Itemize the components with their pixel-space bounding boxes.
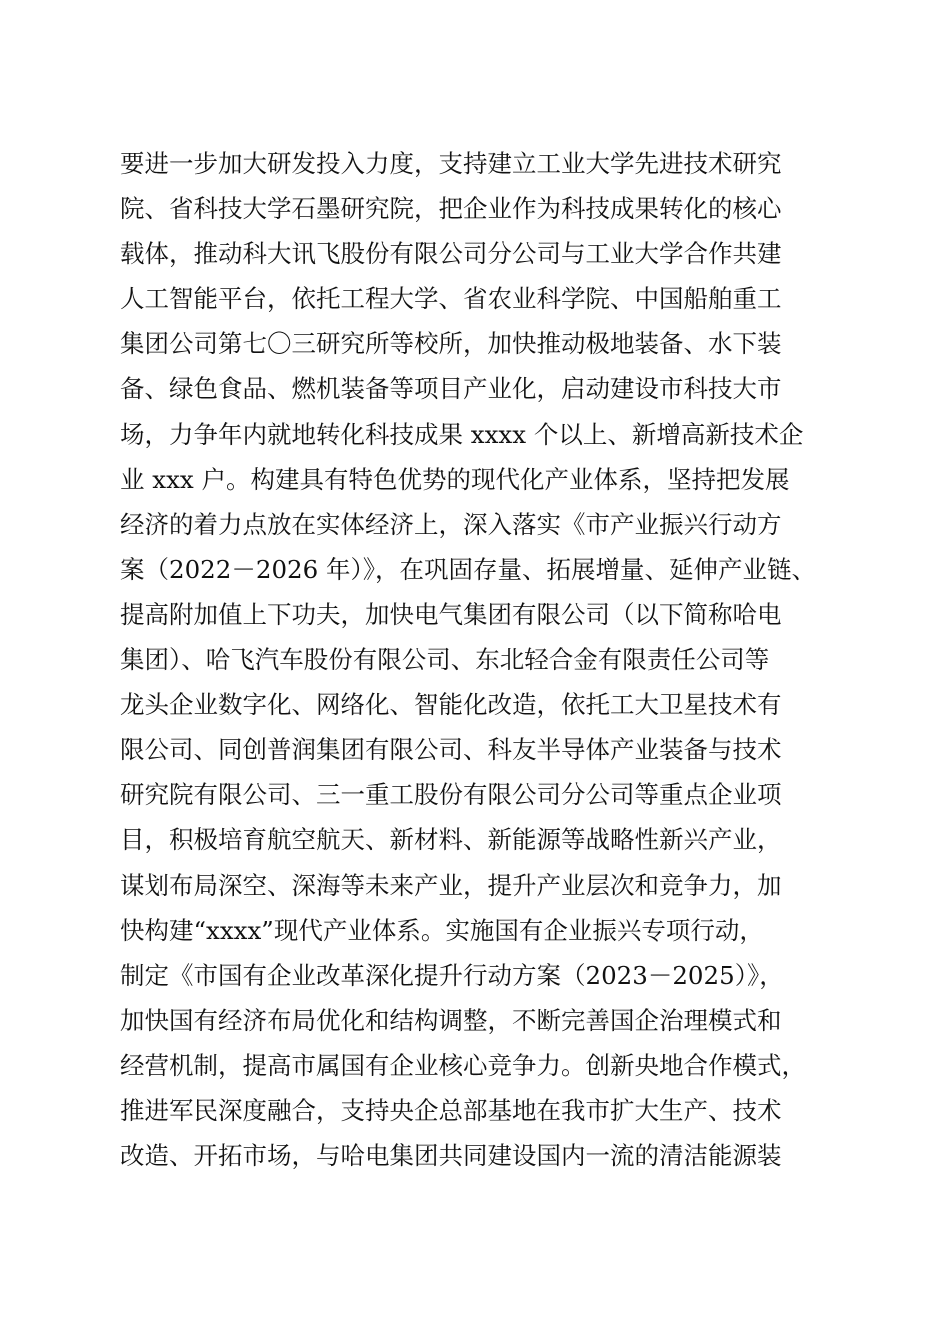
text-line: 集团）、哈飞汽车股份有限公司、东北轻合金有限责任公司等 xyxy=(120,645,770,675)
text-line: 加快国有经济布局优化和结构调整，不断完善国企治理模式和 xyxy=(120,1005,782,1035)
text-line: 改造、开拓市场，与哈电集团共同建设国内一流的清洁能源装 xyxy=(120,1141,782,1171)
text-line: 谋划布局深空、深海等未来产业，提升产业层次和竞争力，加 xyxy=(120,870,782,900)
text-line: 龙头企业数字化、网络化、智能化改造，依托工大卫星技术有 xyxy=(120,690,782,720)
text-line: 案（2022－2026 年）》，在巩固存量、拓展增量、延伸产业链、 xyxy=(120,554,816,584)
text-line: 目，积极培育航空航天、新材料、新能源等战略性新兴产业， xyxy=(120,825,782,855)
text-line: 限公司、同创普润集团有限公司、科友半导体产业装备与技术 xyxy=(120,735,782,765)
text-line: 经济的着力点放在实体经济上，深入落实《市产业振兴行动方 xyxy=(120,509,782,539)
text-line: 院、省科技大学石墨研究院，把企业作为科技成果转化的核心 xyxy=(120,194,782,224)
text-line: 备、绿色食品、燃机装备等项目产业化，启动建设市科技大市 xyxy=(120,374,782,404)
text-line: 制定《市国有企业改革深化提升行动方案（2023－2025）》， xyxy=(120,960,784,990)
body-paragraph xyxy=(120,141,840,1178)
text-line: 人工智能平台，依托工程大学、省农业科学院、中国船舶重工 xyxy=(120,284,782,314)
text-line: 研究院有限公司、三一重工股份有限公司分公司等重点企业项 xyxy=(120,780,782,810)
text-line: 推进军民深度融合，支持央企总部基地在我市扩大生产、技术 xyxy=(120,1095,782,1125)
text-line: 载体，推动科大讯飞股份有限公司分公司与工业大学合作共建 xyxy=(120,239,782,269)
text-line: 经营机制，提高市属国有企业核心竞争力。创新央地合作模式， xyxy=(120,1050,806,1080)
text-line: 要进一步加大研发投入力度，支持建立工业大学先进技术研究 xyxy=(120,149,782,178)
text-line: 快构建“xxxx”现代产业体系。实施国有企业振兴专项行动， xyxy=(120,915,764,945)
text-line: 业 xxx 户。构建具有特色优势的现代化产业体系，坚持把发展 xyxy=(120,464,790,494)
text-line: 提高附加值上下功夫，加快电气集团有限公司（以下简称哈电 xyxy=(120,599,782,629)
text-line: 场，力争年内就地转化科技成果 xxxx 个以上、新增高新技术企 xyxy=(120,419,804,449)
text-line: 集团公司第七〇三研究所等校所，加快推动极地装备、水下装 xyxy=(120,329,782,359)
